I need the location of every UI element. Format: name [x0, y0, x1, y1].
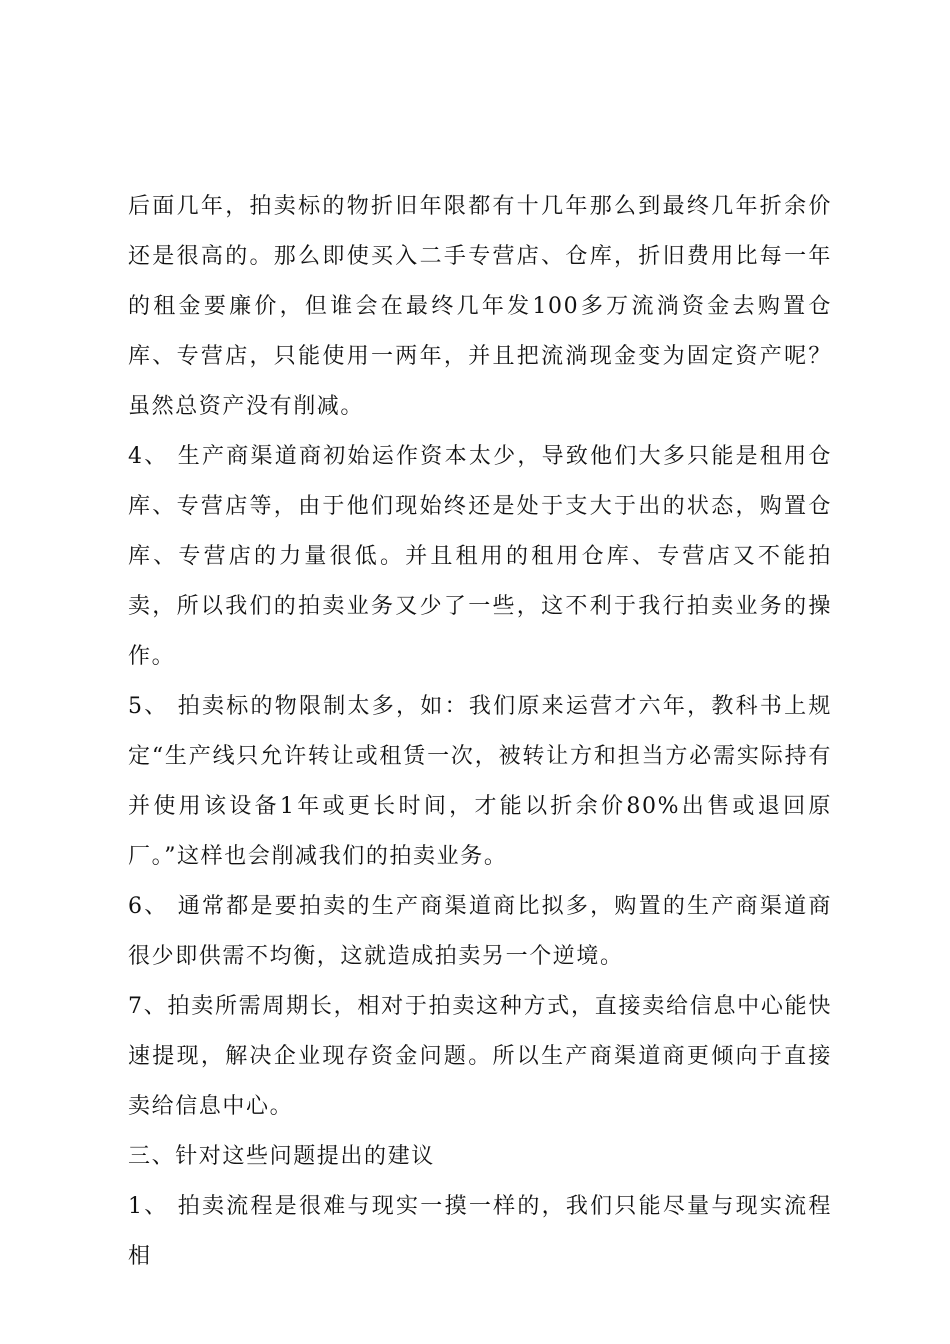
paragraph-item-6: 6、 通常都是要拍卖的生产商渠道商比拟多，购置的生产商渠道商很少即供需不均衡，这就造成拍卖另一个逆境。 [128, 894, 832, 969]
paragraph-item-4: 4、 生产商渠道商初始运作资本太少，导致他们大多只能是租用仓库、专营店等，由于他们现始终还是处于支大于出的状态，购置仓库、专营店的力量很低。并且租用的租用仓库、专营店又不能拍卖，所以我们的拍卖业务又少了一些，这不利于我行拍卖业务的操作。 [128, 444, 832, 669]
paragraph-suggestion-1: 1、 拍卖流程是很难与现实一摸一样的，我们只能尽量与现实流程相 [128, 1194, 832, 1269]
paragraph-item-5: 5、 拍卖标的物限制太多，如：我们原来运营才六年，教科书上规定“生产线只允许转让或租赁一次，被转让方和担当方必需实际持有并使用该设备1年或更长时间，才能以折余价80%出售或退回原厂。”这样也会削减我们的拍卖业务。 [128, 694, 832, 869]
document-body [128, 182, 832, 1282]
paragraph-item-7: 7、拍卖所需周期长，相对于拍卖这种方式，直接卖给信息中心能快速提现，解决企业现存资金问题。所以生产商渠道商更倾向于直接卖给信息中心。 [128, 994, 832, 1119]
section-heading: 三、针对这些问题提出的建议 [128, 1144, 435, 1169]
paragraph-continuation: 后面几年，拍卖标的物折旧年限都有十几年那么到最终几年折余价还是很高的。那么即使买入二手专营店、仓库，折旧费用比每一年的租金要廉价，但谁会在最终几年发100多万流淌资金去购置仓库、专营店，只能使用一两年，并且把流淌现金变为固定资产呢？虽然总资产没有削减。 [128, 194, 832, 419]
